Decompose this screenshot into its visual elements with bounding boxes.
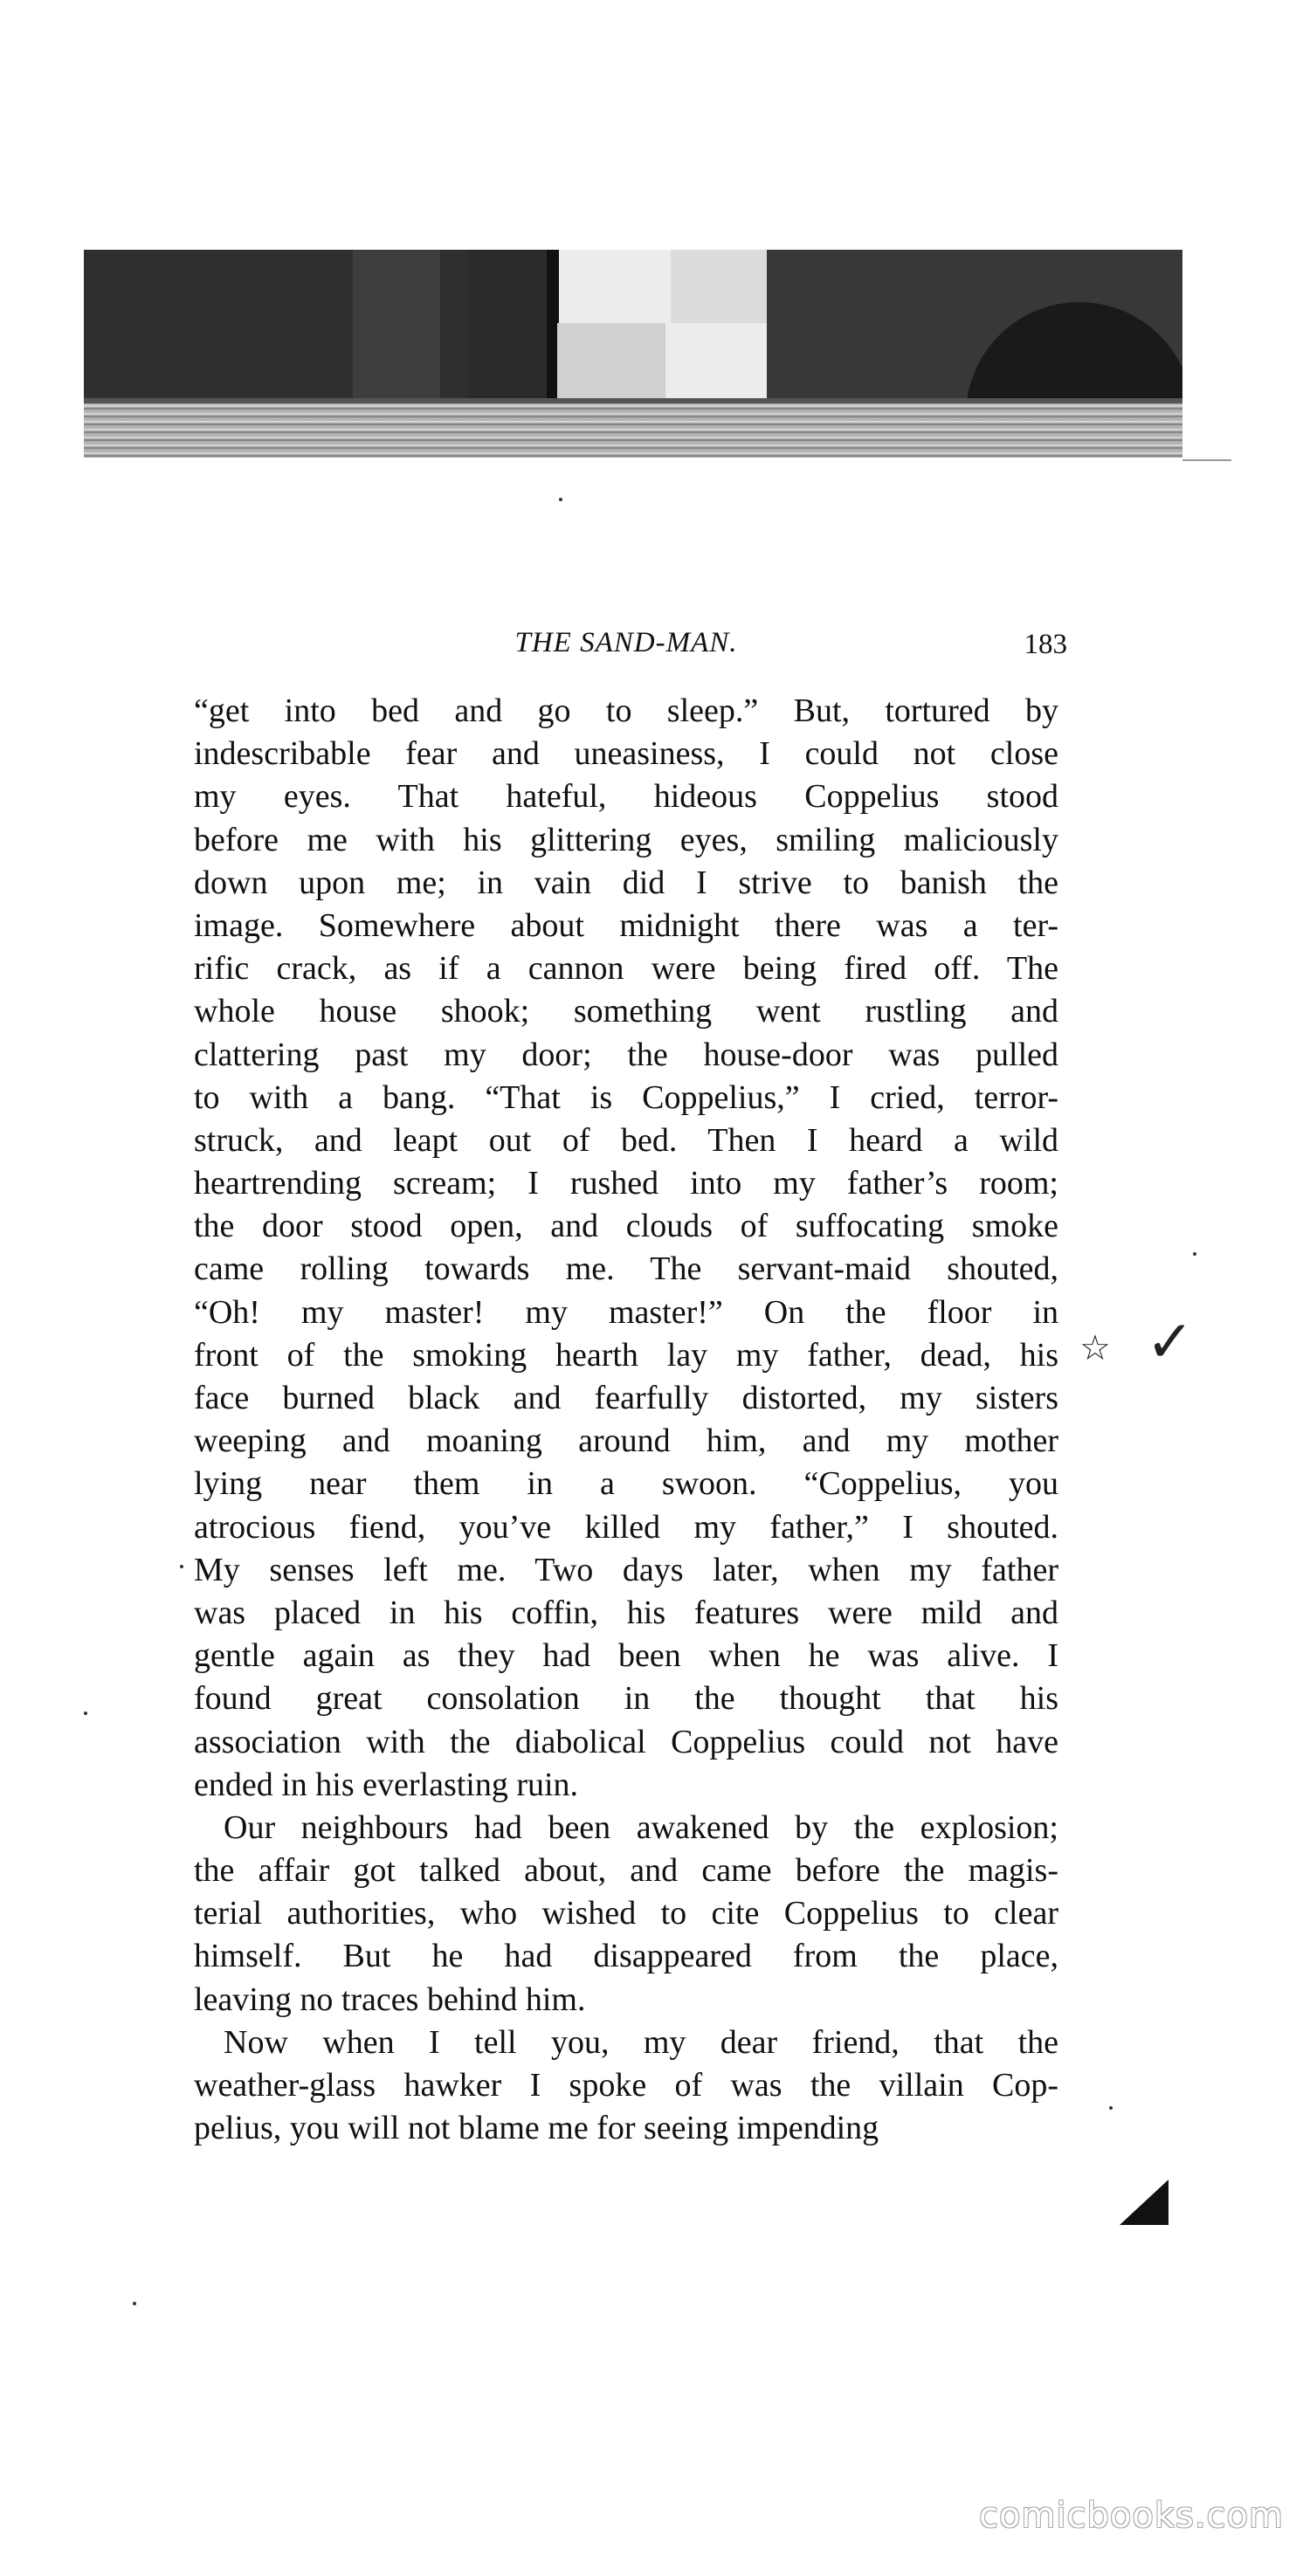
text-line: atrocious fiend, you’ve killed my father,” I shouted. (194, 1508, 1058, 1546)
text-line: face burned black and fearfully distorted, my sisters (194, 1380, 1058, 1416)
check-mark-annotation-icon: ✓ (1146, 1308, 1195, 1375)
text-line: “get into bed and go to sleep.” But, tortured by (194, 692, 1058, 729)
speck (559, 498, 562, 501)
text-line: My senses left me. Two days later, when my father (194, 1551, 1058, 1588)
watermark: comicbooks.com (978, 2496, 1284, 2536)
page-header (185, 622, 1067, 665)
text-line: pelius, you will not blame me for seeing impending (194, 2110, 879, 2147)
text-line: weather-glass hawker I spoke of was the villain Cop- (194, 2067, 1058, 2104)
text-line: whole house shook; something went rustling and (194, 993, 1058, 1030)
running-title: THE SAND-MAN. (514, 627, 738, 658)
speck (84, 1712, 87, 1715)
speck (1193, 1252, 1196, 1256)
text-line: the affair got talked about, and came before the magis- (194, 1852, 1058, 1890)
body-text (194, 690, 1058, 2150)
text-line: the door stood open, and clouds of suffocating smoke (194, 1208, 1058, 1245)
photo-door-panel (557, 323, 665, 398)
text-line: Our neighbours had been awakened by the explosion; (224, 1808, 1058, 1846)
photo-door-panel (665, 323, 767, 398)
text-line: leaving no traces behind him. (194, 1980, 586, 2018)
text-line: himself. But he had disappeared from the place, (194, 1938, 1058, 1975)
text-line: clattering past my door; the house-door was pulled (194, 1036, 1058, 1073)
text-line: weeping and moaning around him, and my mother (194, 1422, 1058, 1460)
speck (1109, 2106, 1113, 2110)
text-line: gentle again as they had been when he was alive. I (194, 1637, 1058, 1675)
page-number: 183 (1024, 629, 1067, 660)
speck (180, 1565, 183, 1568)
text-line: ended in his everlasting ruin. (194, 1766, 579, 1803)
text-line: association with the diabolical Coppelius could not have (194, 1723, 1058, 1760)
photo-edge-rule (1182, 459, 1231, 461)
text-line: terial authorities, who wished to cite Coppelius to clear (194, 1895, 1058, 1932)
header-photo-strip (84, 250, 1182, 458)
text-line: down upon me; in vain did I strive to banish the (194, 864, 1058, 901)
text-line: lying near them in a swoon. “Coppelius, you (194, 1465, 1058, 1503)
page-corner-mark (1120, 2180, 1169, 2225)
text-line: before me with his glittering eyes, smiling maliciously (194, 821, 1058, 858)
text-line: indescribable fear and uneasiness, I could not close (194, 735, 1058, 773)
photo-door-panel (671, 250, 767, 323)
photo-door-panel (559, 250, 671, 323)
text-line: to with a bang. “That is Coppelius,” I cried, terror- (194, 1078, 1058, 1116)
star-annotation-icon: ☆ (1079, 1328, 1111, 1367)
text-line: came rolling towards me. The servant-maid shouted, (194, 1250, 1058, 1288)
text-line: front of the smoking hearth lay my father, dead, his (194, 1336, 1058, 1374)
text-line: “Oh! my master! my master!” On the floor in (194, 1293, 1058, 1331)
text-line: Now when I tell you, my dear friend, that the (224, 2023, 1058, 2061)
text-line: struck, and leapt out of bed. Then I heard a wild (194, 1121, 1058, 1159)
photo-floor (84, 403, 1182, 458)
text-line: found great consolation in the thought that his (194, 1680, 1058, 1718)
text-line: image. Somewhere about midnight there was a ter- (194, 906, 1058, 944)
text-line: rific crack, as if a cannon were being fired off. The (194, 950, 1058, 988)
text-line: heartrending scream; I rushed into my father’s room; (194, 1165, 1058, 1202)
text-line: my eyes. That hateful, hideous Coppelius stood (194, 778, 1058, 816)
text-line: was placed in his coffin, his features were mild and (194, 1594, 1058, 1631)
speck (133, 2302, 136, 2305)
